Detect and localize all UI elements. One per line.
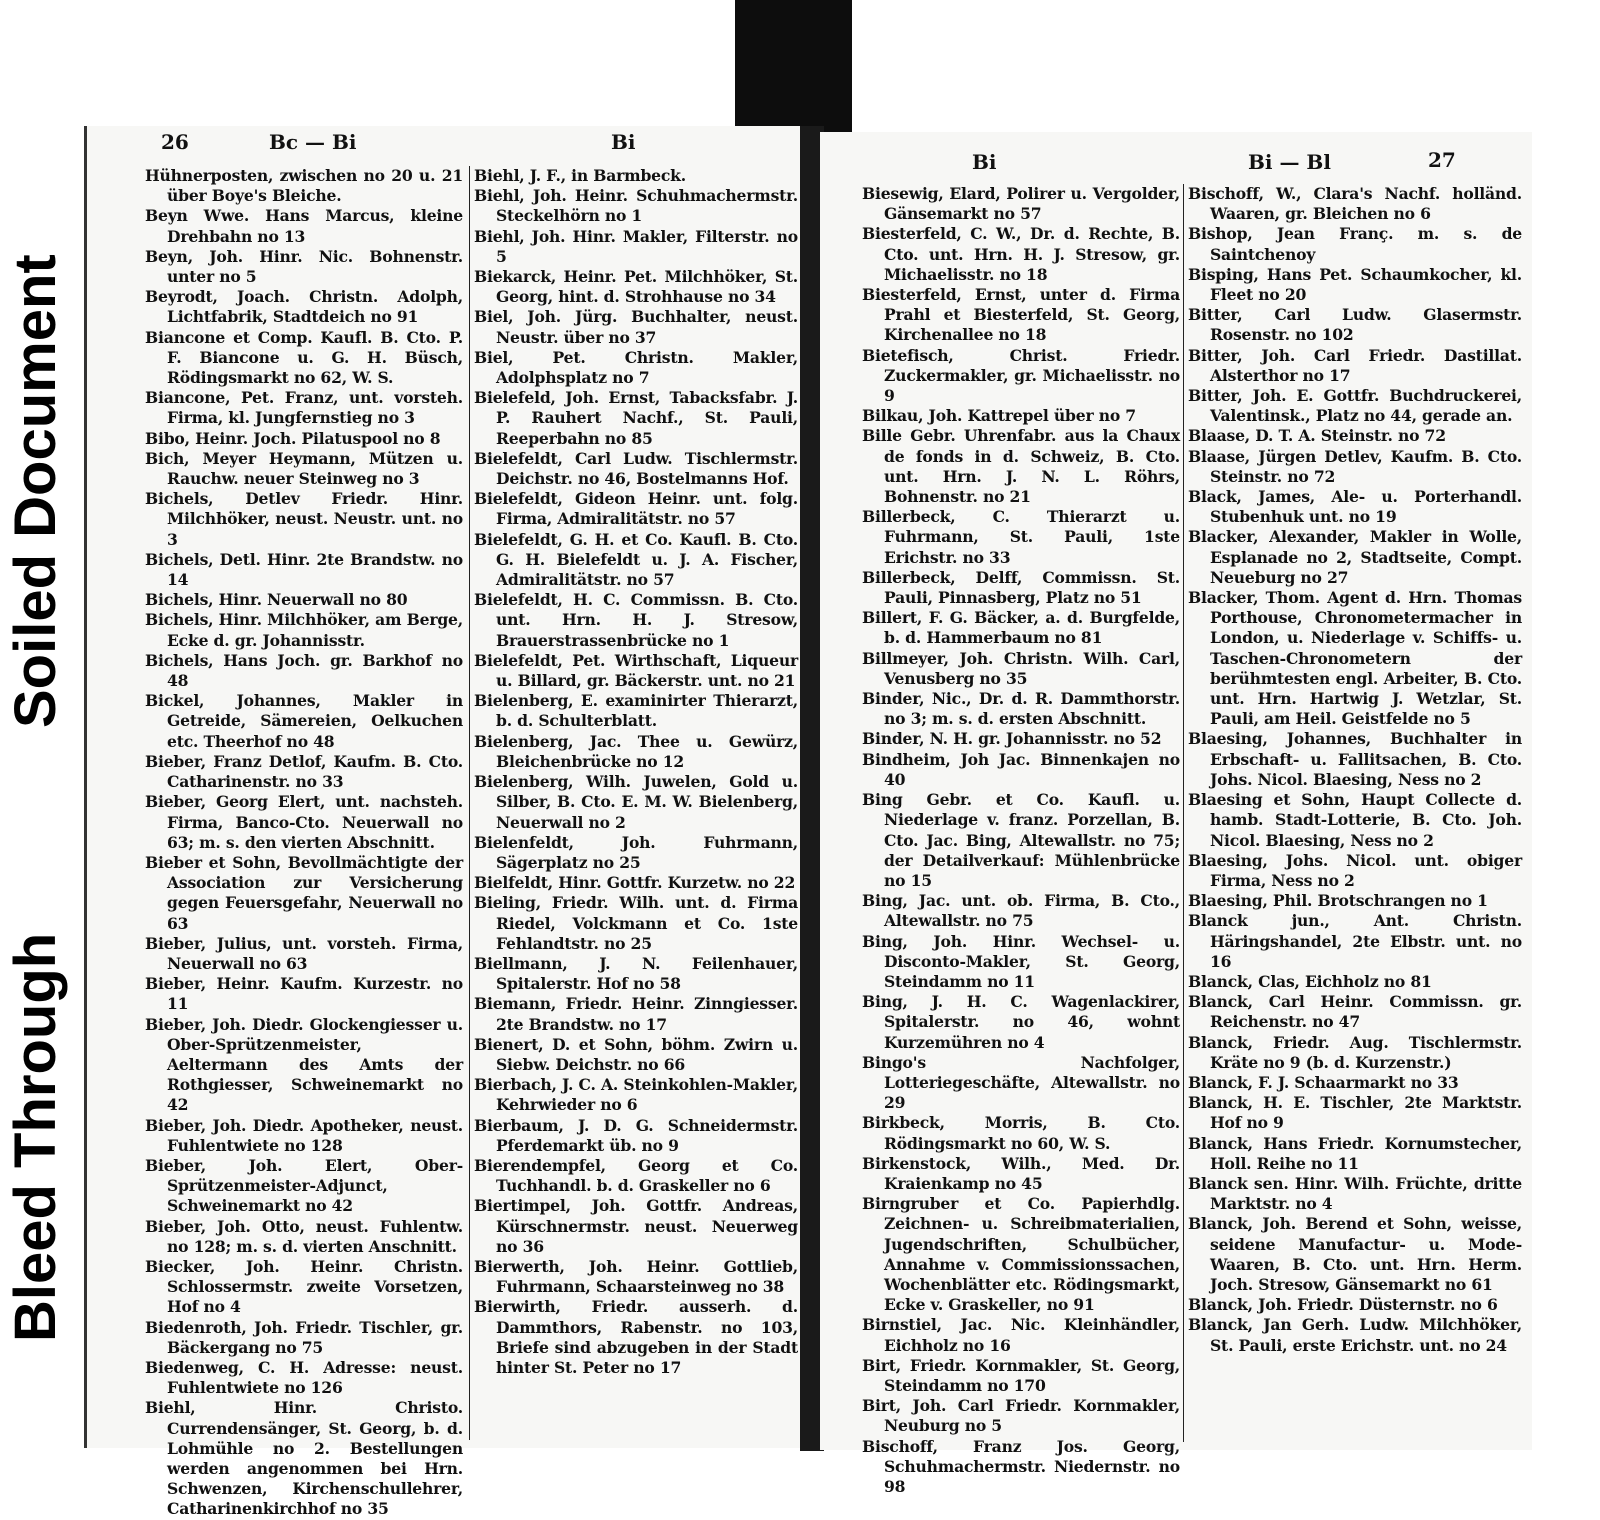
column-head: Bi [611,130,636,154]
directory-entry: Biedenroth, Joh. Friedr. Tischler, gr. Bäckergang no 75 [145,1317,463,1357]
directory-entry: Blanck sen. Hinr. Wilh. Früchte, dritte Marktstr. no 4 [1188,1173,1522,1214]
directory-entry: Bichels, Detl. Hinr. 2te Brandstw. no 14 [145,549,463,590]
directory-entry: Bieber, Georg Elert, unt. nachsteh. Firma, Banco-Cto. Neuerwall no 63; m. s. den vierten Abschnitt. [145,792,463,852]
directory-entry: Bieling, Friedr. Wilh. unt. d. Firma Riedel, Volckmann et Co. 1ste Fehlandtstr. no 25 [474,893,798,953]
directory-entry: Biesterfeld, C. W., Dr. d. Rechte, B. Cto. unt. Hrn. H. J. Stresow, gr. Michaelisstr. no 18 [862,224,1180,284]
bleed-through-label: Bleed Through [3,932,68,1342]
directory-entry: Biel, Pet. Christn. Makler, Adolphsplatz no 7 [474,347,798,388]
directory-entry: Bierendempfel, Georg et Co. Tuchhandl. b. d. Graskeller no 6 [474,1155,798,1196]
directory-entry: Bibo, Heinr. Joch. Pilatuspool no 8 [145,428,441,448]
directory-entry: Bietefisch, Christ. Friedr. Zuckermakler, gr. Michaelisstr. no 9 [862,345,1180,406]
directory-entry: Biedenweg, C. H. Adresse: neust. Fuhlentwiete no 126 [145,1357,463,1398]
page-number: 26 [161,130,189,154]
directory-entry: Bischoff, W., Clara's Nachf. holländ. Waaren, gr. Bleichen no 6 [1188,184,1522,224]
directory-entry: Bielefeldt, Pet. Wirthschaft, Liqueur u. Billard, gr. Bäckerstr. unt. no 21 [474,650,798,691]
directory-entry: Bitter, Joh. E. Gottfr. Buchdruckerei, Valentinsk., Platz no 44, gerade an. [1188,386,1522,426]
directory-entry: Bitter, Carl Ludw. Glasermstr. Rosenstr. no 102 [1188,305,1522,345]
directory-entry: Bingo's Nachfolger, Lotteriegeschäfte, Altewallstr. no 29 [862,1052,1180,1113]
directory-entry: Bielefeldt, H. C. Commissn. B. Cto. unt. Hrn. H. J. Stresow, Brauerstrassenbrücke no 1 [474,590,798,650]
directory-entry: Bing Gebr. et Co. Kaufl. u. Niederlage v. franz. Porzellan, B. Cto. Jac. Bing, Altewallstr. no 75; der Detailverkauf: Mühlenbrücke no 15 [862,790,1180,890]
directory-entry: Biel, Joh. Jürg. Buchhalter, neust. Neustr. über no 37 [474,307,798,347]
directory-entry: Bielenfeldt, Joh. Fuhrmann, Sägerplatz no 25 [474,832,798,872]
directory-entry: Bisping, Hans Pet. Schaumkocher, kl. Fleet no 20 [1188,264,1522,305]
right-page-column-2 [1183,184,1522,1442]
directory-entry: Blaesing, Johannes, Buchhalter in Erbschaft- u. Fallitsachen, B. Cto. Johs. Nicol. Blaesing, Ness no 2 [1188,729,1522,789]
directory-entry: Bieber, Franz Detlof, Kaufm. B. Cto. Catharinenstr. no 33 [145,751,463,792]
directory-entry: Bischoff, Franz Jos. Georg, Schuhmachermstr. Niedernstr. no 98 [862,1436,1180,1496]
directory-entry: Bierbach, J. C. A. Steinkohlen-Makler, Kehrwieder no 6 [474,1075,798,1115]
directory-entry: Bieber et Sohn, Bevollmächtigte der Association zur Versicherung gegen Feuersgefahr, Neuerwall no 63 [145,852,463,933]
directory-entry: Blacker, Alexander, Makler in Wolle, Esplanade no 2, Stadtseite, Compt. Neueburg no 27 [1188,527,1522,587]
directory-entry: Blanck, Joh. Berend et Sohn, weisse, seidene Manufactur- u. Mode-Waaren, B. Cto. unt. Hrn. Herm. Joch. Stresow, Gänsemarkt no 61 [1188,1214,1522,1294]
directory-entry: Blanck, Clas, Eichholz no 81 [1188,971,1432,991]
directory-entry: Bickel, Johannes, Makler in Getreide, Sämereien, Oelkuchen etc. Theerhof no 48 [145,691,463,751]
directory-entry: Beyn Wwe. Hans Marcus, kleine Drehbahn no 13 [145,206,463,246]
directory-entry: Biertimpel, Joh. Gottfr. Andreas, Kürschnermstr. neust. Neuerweg no 36 [474,1196,798,1256]
left-page-column-1 [145,166,463,1519]
page-number: 27 [1428,148,1456,172]
directory-entry: Birt, Joh. Carl Friedr. Kornmakler, Neuburg no 5 [862,1396,1180,1436]
directory-entry: Biehl, J. F., in Barmbeck. [474,166,686,185]
directory-entry: Biancone, Pet. Franz, unt. vorsteh. Firma, kl. Jungfernstieg no 3 [145,388,463,428]
directory-entry: Bielfeldt, Hinr. Gottfr. Kurzetw. no 22 [474,873,796,893]
directory-entry: Blanck, H. E. Tischler, 2te Marktstr. Hof no 9 [1188,1093,1522,1133]
directory-entry: Bierbaum, J. D. G. Schneidermstr. Pferdemarkt üb. no 9 [474,1115,798,1155]
directory-entry: Bielefeldt, Gideon Heinr. unt. folg. Firma, Admiralitätstr. no 57 [474,489,798,529]
directory-entry: Binder, Nic., Dr. d. R. Dammthorstr. no 3; m. s. d. ersten Abschnitt. [862,689,1180,729]
directory-entry: Biecker, Joh. Heinr. Christn. Schlossermstr. zweite Vorsetzen, Hof no 4 [145,1256,463,1317]
directory-entry: Birnstiel, Jac. Nic. Kleinhändler, Eichholz no 16 [862,1315,1180,1355]
directory-entry: Blanck, Jan Gerh. Ludw. Milchhöker, St. Pauli, erste Erichstr. unt. no 24 [1188,1315,1522,1355]
right-page-header [820,136,1532,174]
directory-entry: Bielefeldt, Carl Ludw. Tischlermstr. Deichstr. no 46, Bostelmanns Hof. [474,448,798,489]
directory-entry: Bishop, Jean Franç. m. s. de Saintchenoy [1188,224,1522,264]
directory-entry: Bichels, Detlev Friedr. Hinr. Milchhöker, neust. Neustr. unt. no 3 [145,489,463,549]
directory-entry: Biekarck, Heinr. Pet. Milchhöker, St. Georg, hint. d. Strohhause no 34 [474,267,798,307]
soiled-document-stamp [0,208,68,738]
directory-entry: Biesterfeld, Ernst, unter d. Firma Prahl et Biesterfeld, St. Georg, Kirchenallee no 18 [862,285,1180,345]
directory-entry: Bielenberg, E. examinirter Thierarzt, b. d. Schulterblatt. [474,691,798,731]
directory-entry: Billerbeck, Delff, Commissn. St. Pauli, Pinnasberg, Platz no 51 [862,567,1180,608]
directory-entry: Bieber, Heinr. Kaufm. Kurzestr. no 11 [145,974,463,1014]
directory-entry: Bieber, Joh. Diedr. Glockengiesser u. Ober-Sprützenmeister, Aeltermann des Amts der Rothgiesser, Schweinemarkt no 42 [145,1014,463,1115]
directory-entry: Biehl, Joh. Heinr. Schuhmachermstr. Steckelhörn no 1 [474,186,798,226]
directory-entry: Biesewig, Elard, Polirer u. Vergolder, Gänsemarkt no 57 [862,184,1180,224]
directory-entry: Bilkau, Joh. Kattrepel über no 7 [862,406,1136,426]
directory-entry: Blanck, Carl Heinr. Commissn. gr. Reichenstr. no 47 [1188,992,1522,1032]
directory-entry: Bienert, D. et Sohn, böhm. Zwirn u. Siebw. Deichstr. no 66 [474,1034,798,1074]
left-page-header [87,130,807,160]
directory-entry: Biehl, Hinr. Christo. Currendensänger, St. Georg, b. d. Lohmühle no 2. Bestellungen werden angenommen bei Hrn. Schwenzen, Kirchenschullehrer, Catharinenkirchhof no 35 [145,1398,463,1519]
right-page-column-1 [862,184,1180,1496]
directory-entry: Blaase, D. T. A. Steinstr. no 72 [1188,426,1446,446]
directory-entry: Beyrodt, Joach. Christn. Adolph, Lichtfabrik, Stadtdeich no 91 [145,287,463,327]
directory-entry: Black, James, Ale- u. Porterhandl. Stubenhuk unt. no 19 [1188,487,1522,527]
directory-entry: Bieber, Joh. Otto, neust. Fuhlentw. no 128; m. s. d. vierten Anschnitt. [145,1216,463,1256]
directory-entry: Blanck, Friedr. Aug. Tischlermstr. Kräte no 9 (b. d. Kurzenstr.) [1188,1032,1522,1072]
directory-entry: Bielenberg, Wilh. Juwelen, Gold u. Silber, B. Cto. E. M. W. Bielenberg, Neuerwall no 2 [474,772,798,832]
directory-entry: Bichels, Hans Joch. gr. Barkhof no 48 [145,650,463,691]
directory-entry: Bing, Joh. Hinr. Wechsel- u. Disconto-Makler, St. Georg, Steindamm no 11 [862,931,1180,991]
directory-entry: Bierwerth, Joh. Heinr. Gottlieb, Fuhrmann, Schaarsteinweg no 38 [474,1256,798,1297]
directory-entry: Beyn, Joh. Hinr. Nic. Bohnenstr. unter no 5 [145,246,463,287]
directory-entry: Biehl, Joh. Hinr. Makler, Filterstr. no 5 [474,226,798,266]
directory-entry: Bielefeldt, G. H. et Co. Kaufl. B. Cto. G. H. Bielefeldt u. J. A. Fischer, Admiralitätstr. no 57 [474,529,798,590]
directory-entry: Bieber, Julius, unt. vorsteh. Firma, Neuerwall no 63 [145,933,463,973]
directory-entry: Blaesing, Phil. Brotschrangen no 1 [1188,891,1488,911]
column-head: Bi [972,150,997,174]
directory-entry: Blanck, Joh. Friedr. Düsternstr. no 6 [1188,1295,1498,1315]
directory-entry: Birt, Friedr. Kornmakler, St. Georg, Steindamm no 170 [862,1355,1180,1395]
directory-entry: Blaase, Jürgen Detlev, Kaufm. B. Cto. Steinstr. no 72 [1188,446,1522,486]
directory-entry: Hühnerposten, zwischen no 20 u. 21 über Boye's Bleiche. [145,166,463,206]
directory-entry: Bieber, Joh. Diedr. Apotheker, neust. Fuhlentwiete no 128 [145,1115,463,1155]
directory-entry: Bielenberg, Jac. Thee u. Gewürz, Bleichenbrücke no 12 [474,731,798,771]
right-page [820,132,1532,1496]
bleed-through-stamp [0,880,68,1350]
running-head: Bc — Bi [269,130,357,154]
left-page [84,126,807,1519]
directory-entry: Bindheim, Joh Jac. Binnenkajen no 40 [862,749,1180,789]
soiled-document-label: Soiled Document [3,254,68,728]
directory-entry: Blaesing et Sohn, Haupt Collecte d. hamb. Stadt-Lotterie, B. Cto. Joh. Nicol. Blaesing, Ness no 2 [1188,790,1522,850]
directory-entry: Birkbeck, Morris, B. Cto. Rödingsmarkt no 60, W. S. [862,1113,1180,1153]
directory-entry: Bichels, Hinr. Milchhöker, am Berge, Ecke d. gr. Johannisstr. [145,610,463,650]
directory-entry: Binder, N. H. gr. Johannisstr. no 52 [862,729,1162,749]
directory-entry: Bitter, Joh. Carl Friedr. Dastillat. Alsterthor no 17 [1188,345,1522,385]
directory-entry: Biancone et Comp. Kaufl. B. Cto. P. F. Biancone u. G. H. Büsch, Rödingsmarkt no 62, W. S. [145,327,463,388]
directory-entry: Blacker, Thom. Agent d. Hrn. Thomas Porthouse, Chronometermacher in London, u. Niederlage v. Schiffs- u. Taschen-Chronometern der berühmtesten engl. Arbeiter, B. Cto. unt. Hrn. Hartwig J. Wetzlar, St. Pauli, am Heil. Geistfelde no 5 [1188,588,1522,729]
directory-entry: Bing, Jac. unt. ob. Firma, B. Cto., Altewallstr. no 75 [862,891,1180,931]
directory-entry: Blanck jun., Ant. Christn. Häringshandel, 2te Elbstr. unt. no 16 [1188,911,1522,971]
left-page-column-2 [469,166,798,1440]
directory-entry: Bielefeld, Joh. Ernst, Tabacksfabr. J. P. Rauhert Nachf., St. Pauli, Reeperbahn no 85 [474,388,798,448]
directory-entry: Birkenstock, Wilh., Med. Dr. Kraienkamp no 45 [862,1153,1180,1193]
directory-entry: Bierwirth, Friedr. ausserh. d. Dammthors, Rabenstr. no 103, Briefe sind abzugeben in der Stadt hinter St. Peter no 17 [474,1297,798,1377]
directory-entry: Biemann, Friedr. Heinr. Zinngiesser. 2te Brandstw. no 17 [474,994,798,1034]
directory-entry: Blanck, Hans Friedr. Kornumstecher, Holl. Reihe no 11 [1188,1133,1522,1173]
running-head: Bi — Bl [1248,150,1331,174]
directory-entry: Bing, J. H. C. Wagenlackirer, Spitalerstr. no 46, wohnt Kurzemühren no 4 [862,992,1180,1052]
directory-entry: Blaesing, Johs. Nicol. unt. obiger Firma, Ness no 2 [1188,850,1522,890]
directory-entry: Billert, F. G. Bäcker, a. d. Burgfelde, b. d. Hammerbaum no 81 [862,608,1180,648]
directory-entry: Billerbeck, C. Thierarzt u. Fuhrmann, St. Pauli, 1ste Erichstr. no 33 [862,507,1180,567]
directory-entry: Biellmann, J. N. Feilenhauer, Spitalerstr. Hof no 58 [474,953,798,994]
directory-entry: Bille Gebr. Uhrenfabr. aus la Chaux de fonds in d. Schweiz, B. Cto. unt. Hrn. J. N. L. Röhrs, Bohnenstr. no 21 [862,426,1180,507]
directory-entry: Bichels, Hinr. Neuerwall no 80 [145,590,408,610]
directory-entry: Bieber, Joh. Elert, Ober-Sprützenmeister-Adjunct, Schweinemarkt no 42 [145,1155,463,1216]
directory-entry: Billmeyer, Joh. Christn. Wilh. Carl, Venusberg no 35 [862,648,1180,688]
directory-entry: Bich, Meyer Heymann, Mützen u. Rauchw. neuer Steinweg no 3 [145,448,463,489]
directory-entry: Birngruber et Co. Papierhdlg. Zeichnen- u. Schreibmaterialien, Jugendschriften, Schulbücher, Annahme v. Commissionssachen, Wochenblätter etc. Rödingsmarkt, Ecke v. Graskeller, no 91 [862,1194,1180,1315]
directory-entry: Blanck, F. J. Schaarmarkt no 33 [1188,1072,1459,1092]
